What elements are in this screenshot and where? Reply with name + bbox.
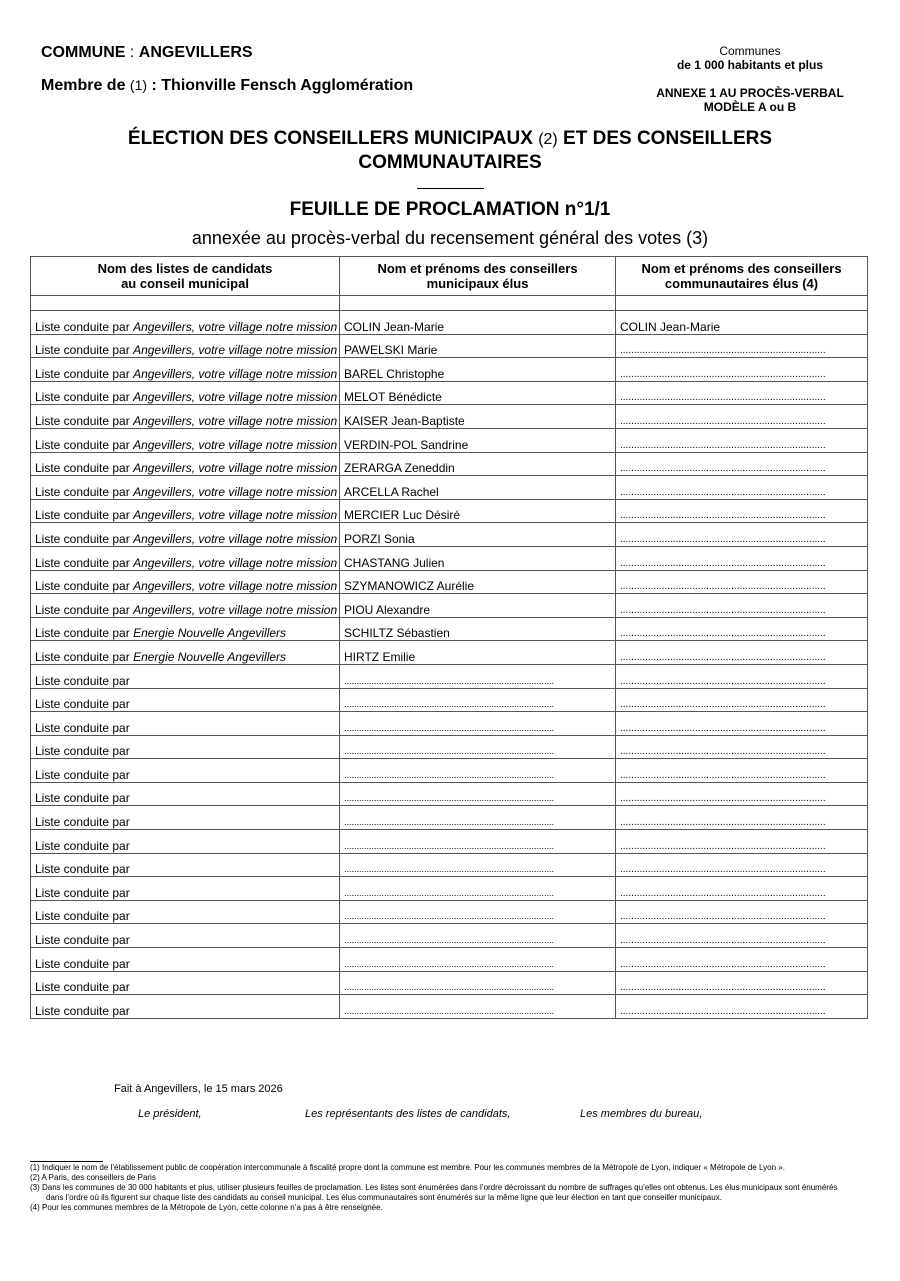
commune-name: ANGEVILLERS xyxy=(138,44,253,61)
table-row xyxy=(31,712,868,736)
communautaire-dots: .......................................................................... xyxy=(620,345,826,357)
footnote-2: (2) A Paris, des conseillers de Paris xyxy=(30,1173,156,1182)
cell-communautaire xyxy=(616,995,868,1019)
annexee-subtitle: annexée au procès-verbal du recensement général des votes (3) xyxy=(191,228,709,248)
liste-name: Angevillers, votre village notre mission xyxy=(133,366,338,381)
municipal-dots: .................................................................................... xyxy=(344,722,555,733)
header-listes xyxy=(31,257,340,296)
municipal-name: VERDIN-POL Sandrine xyxy=(344,437,469,452)
cell-liste xyxy=(31,546,340,570)
table-row xyxy=(31,570,868,594)
header-municipaux xyxy=(340,257,616,296)
cell-communautaire xyxy=(616,877,868,901)
header-communautaires-line1: Nom et prénoms des conseillers xyxy=(641,261,842,276)
communautaire-dots: .......................................................................... xyxy=(620,769,826,781)
table-row xyxy=(31,735,868,759)
table-row xyxy=(31,664,868,688)
municipal-dots: .................................................................................... xyxy=(344,769,555,780)
cell-liste xyxy=(31,735,340,759)
membre-ref: (1) xyxy=(129,77,148,93)
cell-communautaire xyxy=(616,948,868,972)
municipal-name: PORZI Sonia xyxy=(344,531,415,546)
cell-municipal xyxy=(340,900,616,924)
cell-liste xyxy=(31,334,340,358)
liste-name: Angevillers, votre village notre mission xyxy=(133,484,338,499)
table-header-row xyxy=(31,257,868,296)
communautaire-dots: .......................................................................... xyxy=(620,392,826,404)
cell-municipal xyxy=(340,334,616,358)
table-row xyxy=(31,476,868,500)
cell-municipal xyxy=(340,853,616,877)
cell-municipal xyxy=(340,924,616,948)
spacer-cell xyxy=(616,296,868,311)
table-row xyxy=(31,546,868,570)
cell-communautaire xyxy=(616,688,868,712)
municipal-dots: .................................................................................... xyxy=(344,887,555,898)
cell-communautaire xyxy=(616,570,868,594)
liste-prefix: Liste conduite par xyxy=(35,791,130,806)
table-row xyxy=(31,971,868,995)
liste-name: Angevillers, votre village notre mission xyxy=(133,602,338,617)
cell-municipal xyxy=(340,405,616,429)
cell-municipal xyxy=(340,452,616,476)
commune-label: COMMUNE xyxy=(41,44,126,61)
cell-municipal xyxy=(340,428,616,452)
membre-separator: : xyxy=(147,77,162,94)
cell-municipal xyxy=(340,570,616,594)
communautaire-dots: .......................................................................... xyxy=(620,746,826,758)
cell-municipal xyxy=(340,877,616,901)
communautaire-dots: .......................................................................... xyxy=(620,793,826,805)
cell-municipal xyxy=(340,523,616,547)
cell-municipal xyxy=(340,759,616,783)
municipal-dots: .................................................................................... xyxy=(344,935,555,946)
cell-communautaire xyxy=(616,971,868,995)
footnote-4: (4) Pour les communes membres de la Métropole de Lyon, cette colonne n’a pas à être renseignée. xyxy=(30,1203,383,1212)
cell-liste xyxy=(31,641,340,665)
table-row xyxy=(31,688,868,712)
municipal-dots: .................................................................................... xyxy=(344,958,555,969)
communautaire-dots: .......................................................................... xyxy=(620,628,826,640)
cell-liste xyxy=(31,476,340,500)
table-row xyxy=(31,995,868,1019)
cell-liste xyxy=(31,853,340,877)
liste-prefix: Liste conduite par xyxy=(35,531,134,546)
cell-communautaire xyxy=(616,830,868,854)
fait-a: Fait à Angevillers, le 15 mars 2026 xyxy=(114,1083,283,1095)
cell-communautaire xyxy=(616,428,868,452)
communautaire-dots: .......................................................................... xyxy=(620,722,826,734)
table-row xyxy=(31,358,868,382)
page-title xyxy=(80,127,820,174)
table-body xyxy=(31,296,868,1019)
table-row xyxy=(31,334,868,358)
cell-communautaire xyxy=(616,735,868,759)
liste-prefix: Liste conduite par xyxy=(35,366,134,381)
liste-prefix: Liste conduite par xyxy=(35,1003,130,1018)
cell-municipal xyxy=(340,806,616,830)
liste-name: Energie Nouvelle Angevillers xyxy=(133,649,287,664)
cell-municipal xyxy=(340,688,616,712)
cell-liste xyxy=(31,523,340,547)
liste-prefix: Liste conduite par xyxy=(35,508,134,523)
liste-prefix: Liste conduite par xyxy=(35,390,134,405)
table-row xyxy=(31,900,868,924)
table-row xyxy=(31,617,868,641)
cell-liste xyxy=(31,759,340,783)
municipal-dots: .................................................................................... xyxy=(344,675,555,686)
header-municipaux-line2: municipaux élus xyxy=(426,276,529,291)
municipal-name: MELOT Bénédicte xyxy=(344,390,442,405)
cell-liste xyxy=(31,428,340,452)
cell-municipal xyxy=(340,381,616,405)
communautaire-dots: .......................................................................... xyxy=(620,604,826,616)
municipal-dots: .................................................................................... xyxy=(344,840,555,851)
municipal-dots: .................................................................................... xyxy=(344,911,555,922)
cell-liste xyxy=(31,995,340,1019)
cell-liste xyxy=(31,712,340,736)
membre-name: Thionville Fensch Agglomération xyxy=(161,77,414,94)
cell-communautaire xyxy=(616,405,868,429)
signature-representants: Les représentants des listes de candidats, xyxy=(305,1108,511,1120)
cell-municipal xyxy=(340,641,616,665)
table-row xyxy=(31,594,868,618)
municipal-name: MERCIER Luc Désiré xyxy=(344,508,461,523)
cell-liste xyxy=(31,617,340,641)
cell-municipal xyxy=(340,664,616,688)
liste-prefix: Liste conduite par xyxy=(35,626,134,641)
table-row xyxy=(31,428,868,452)
header-listes-line1: Nom des listes de candidats xyxy=(97,261,273,276)
annexe-line1: ANNEXE 1 AU PROCÈS-VERBAL xyxy=(656,86,844,100)
cell-liste xyxy=(31,877,340,901)
title-line2: COMMUNAUTAIRES xyxy=(358,152,542,173)
cell-liste xyxy=(31,452,340,476)
municipal-name: COLIN Jean-Marie xyxy=(344,319,445,334)
cell-communautaire xyxy=(616,476,868,500)
liste-prefix: Liste conduite par xyxy=(35,815,130,830)
table-row xyxy=(31,499,868,523)
header-communautaires-line2: communautaires élus (4) xyxy=(664,276,819,291)
cell-municipal xyxy=(340,311,616,335)
liste-prefix: Liste conduite par xyxy=(35,744,130,759)
commune-separator: : xyxy=(125,44,139,61)
cell-municipal xyxy=(340,499,616,523)
liste-name: Angevillers, votre village notre mission xyxy=(133,461,338,476)
cell-communautaire xyxy=(616,311,868,335)
annexe-note xyxy=(620,86,880,114)
liste-prefix: Liste conduite par xyxy=(35,885,130,900)
liste-prefix: Liste conduite par xyxy=(35,555,134,570)
liste-prefix: Liste conduite par xyxy=(35,649,134,664)
cell-liste xyxy=(31,971,340,995)
municipal-name: ZERARGA Zeneddin xyxy=(344,461,455,476)
cell-communautaire xyxy=(616,641,868,665)
header-municipaux-line1: Nom et prénoms des conseillers xyxy=(377,261,578,276)
cell-liste xyxy=(31,594,340,618)
municipal-name: HIRTZ Emilie xyxy=(344,649,416,664)
liste-prefix: Liste conduite par xyxy=(35,838,130,853)
table-row xyxy=(31,641,868,665)
liste-prefix: Liste conduite par xyxy=(35,319,134,334)
cell-liste xyxy=(31,806,340,830)
table-row xyxy=(31,405,868,429)
liste-prefix: Liste conduite par xyxy=(35,602,134,617)
communautaire-dots: .......................................................................... xyxy=(620,935,826,947)
table-row xyxy=(31,853,868,877)
cell-municipal xyxy=(340,830,616,854)
liste-name: Energie Nouvelle Angevillers xyxy=(133,626,287,641)
communautaire-dots: .......................................................................... xyxy=(620,581,826,593)
cell-communautaire xyxy=(616,523,868,547)
cell-communautaire xyxy=(616,806,868,830)
liste-prefix: Liste conduite par xyxy=(35,909,130,924)
table-row xyxy=(31,924,868,948)
cell-municipal xyxy=(340,617,616,641)
cell-municipal xyxy=(340,971,616,995)
cell-communautaire xyxy=(616,853,868,877)
title-divider xyxy=(417,188,484,189)
communautaire-dots: .......................................................................... xyxy=(620,368,826,380)
table-row xyxy=(31,806,868,830)
cell-liste xyxy=(31,570,340,594)
cell-communautaire xyxy=(616,782,868,806)
cell-municipal xyxy=(340,995,616,1019)
cell-municipal xyxy=(340,594,616,618)
title-ref: (2) xyxy=(538,131,558,148)
footnote-divider xyxy=(30,1161,103,1162)
liste-prefix: Liste conduite par xyxy=(35,673,130,688)
commune-line xyxy=(41,44,253,62)
communautaire-dots: .......................................................................... xyxy=(620,486,826,498)
table-row xyxy=(31,948,868,972)
liste-prefix: Liste conduite par xyxy=(35,413,134,428)
cell-communautaire xyxy=(616,452,868,476)
municipal-name: CHASTANG Julien xyxy=(344,555,445,570)
table-row xyxy=(31,830,868,854)
cell-liste xyxy=(31,948,340,972)
cell-liste xyxy=(31,358,340,382)
cell-municipal xyxy=(340,735,616,759)
annexe-line2: MODÈLE A ou B xyxy=(703,100,797,114)
footnote-1: (1) Indiquer le nom de l’établissement public de coopération intercommunale à fiscalité propre dont la commune est membre. Pour les communes membres de la Métropole de Lyon, indiquer « Métropole de Lyon ». xyxy=(30,1163,785,1172)
liste-prefix: Liste conduite par xyxy=(35,461,134,476)
table-row xyxy=(31,877,868,901)
municipal-dots: .................................................................................... xyxy=(344,982,555,993)
table-row xyxy=(31,759,868,783)
header-communautaires xyxy=(616,257,868,296)
liste-prefix: Liste conduite par xyxy=(35,720,130,735)
cell-liste xyxy=(31,782,340,806)
municipal-dots: .................................................................................... xyxy=(344,746,555,757)
cell-communautaire xyxy=(616,759,868,783)
liste-prefix: Liste conduite par xyxy=(35,484,134,499)
communautaire-dots: .......................................................................... xyxy=(620,699,826,711)
communes-note-line2: de 1 000 habitants et plus xyxy=(676,58,824,72)
liste-name: Angevillers, votre village notre mission xyxy=(133,413,338,428)
cell-communautaire xyxy=(616,594,868,618)
cell-municipal xyxy=(340,476,616,500)
cell-communautaire xyxy=(616,712,868,736)
municipal-name: PIOU Alexandre xyxy=(344,602,431,617)
liste-prefix: Liste conduite par xyxy=(35,767,130,782)
cell-communautaire xyxy=(616,617,868,641)
communautaire-dots: .......................................................................... xyxy=(620,510,826,522)
liste-name: Angevillers, votre village notre mission xyxy=(133,555,338,570)
liste-prefix: Liste conduite par xyxy=(35,343,134,358)
cell-liste xyxy=(31,900,340,924)
cell-communautaire xyxy=(616,358,868,382)
liste-name: Angevillers, votre village notre mission xyxy=(133,437,338,452)
spacer-cell xyxy=(340,296,616,311)
communautaire-dots: .......................................................................... xyxy=(620,817,826,829)
liste-prefix: Liste conduite par xyxy=(35,980,130,995)
communautaire-dots: .......................................................................... xyxy=(620,864,826,876)
communautaire-dots: .......................................................................... xyxy=(620,1005,826,1017)
spacer-cell xyxy=(31,296,340,311)
cell-municipal xyxy=(340,782,616,806)
municipal-name: SZYMANOWICZ Aurélie xyxy=(344,579,475,594)
cell-liste xyxy=(31,405,340,429)
communautaire-dots: .......................................................................... xyxy=(620,463,826,475)
cell-liste xyxy=(31,499,340,523)
liste-prefix: Liste conduite par xyxy=(35,579,134,594)
cell-communautaire xyxy=(616,381,868,405)
signature-membres: Les membres du bureau, xyxy=(580,1108,703,1120)
cell-communautaire xyxy=(616,924,868,948)
communautaire-dots: .......................................................................... xyxy=(620,415,826,427)
cell-liste xyxy=(31,664,340,688)
communautaire-dots: .......................................................................... xyxy=(620,557,826,569)
liste-prefix: Liste conduite par xyxy=(35,437,134,452)
cell-liste xyxy=(31,830,340,854)
liste-name: Angevillers, votre village notre mission xyxy=(133,390,338,405)
cell-municipal xyxy=(340,712,616,736)
communautaire-dots: .......................................................................... xyxy=(620,958,826,970)
cell-liste xyxy=(31,924,340,948)
communautaire-dots: .......................................................................... xyxy=(620,982,826,994)
title-part2: ET DES CONSEILLERS xyxy=(557,128,773,149)
footnotes xyxy=(30,1163,850,1213)
membre-line xyxy=(41,77,413,95)
municipal-dots: .................................................................................... xyxy=(344,864,555,875)
municipal-name: PAWELSKI Marie xyxy=(344,343,438,358)
cell-liste xyxy=(31,311,340,335)
feuille-title: FEUILLE DE PROCLAMATION n°1/1 xyxy=(289,199,611,220)
liste-name: Angevillers, votre village notre mission xyxy=(133,531,338,546)
municipal-name: KAISER Jean-Baptiste xyxy=(344,413,465,428)
table-row xyxy=(31,311,868,335)
liste-prefix: Liste conduite par xyxy=(35,697,130,712)
communautaire-dots: .......................................................................... xyxy=(620,675,826,687)
cell-communautaire xyxy=(616,334,868,358)
table-spacer-row xyxy=(31,296,868,311)
liste-name: Angevillers, votre village notre mission xyxy=(133,579,338,594)
communes-note-line1: Communes xyxy=(719,44,781,58)
liste-name: Angevillers, votre village notre mission xyxy=(133,508,338,523)
header-listes-line2: au conseil municipal xyxy=(121,276,249,291)
title-part1: ÉLECTION DES CONSEILLERS MUNICIPAUX xyxy=(127,128,539,149)
municipal-name: ARCELLA Rachel xyxy=(344,484,439,499)
proclamation-table xyxy=(30,256,868,1019)
liste-name: Angevillers, votre village notre mission xyxy=(133,343,338,358)
table-row xyxy=(31,381,868,405)
cell-liste xyxy=(31,688,340,712)
membre-label: Membre de xyxy=(41,77,130,94)
liste-prefix: Liste conduite par xyxy=(35,956,130,971)
cell-communautaire xyxy=(616,499,868,523)
cell-communautaire xyxy=(616,664,868,688)
municipal-dots: .................................................................................... xyxy=(344,793,555,804)
signature-president: Le président, xyxy=(138,1108,202,1120)
liste-name: Angevillers, votre village notre mission xyxy=(133,319,338,334)
municipal-dots: .................................................................................... xyxy=(344,1005,555,1016)
liste-prefix: Liste conduite par xyxy=(35,862,130,877)
communautaire-dots: .......................................................................... xyxy=(620,840,826,852)
municipal-name: SCHILTZ Sébastien xyxy=(344,626,450,641)
municipal-name: BAREL Christophe xyxy=(344,366,445,381)
municipal-dots: .................................................................................... xyxy=(344,699,555,710)
cell-communautaire xyxy=(616,900,868,924)
liste-prefix: Liste conduite par xyxy=(35,933,130,948)
communautaire-dots: .......................................................................... xyxy=(620,439,826,451)
table-row xyxy=(31,452,868,476)
municipal-dots: .................................................................................... xyxy=(344,817,555,828)
cell-municipal xyxy=(340,948,616,972)
communes-note xyxy=(620,44,880,72)
cell-liste xyxy=(31,381,340,405)
communautaire-name: COLIN Jean-Marie xyxy=(620,319,721,334)
communautaire-dots: .......................................................................... xyxy=(620,533,826,545)
cell-communautaire xyxy=(616,546,868,570)
footnote-3: (3) Dans les communes de 30 000 habitants et plus, utiliser plusieurs feuilles de proclamation. Les listes sont énumérées dans l’ordre décroissant du nombre de suffrages qu’elles ont obtenus. Les élus municipaux sont énumérés dans l’ordre où ils figurent sur chaque liste des candidats au conseil municipal. Les élus communautaires sont énumérés sur la même ligne que leur élection en tant que conseiller municipaux. xyxy=(30,1183,838,1202)
communautaire-dots: .......................................................................... xyxy=(620,651,826,663)
table-row xyxy=(31,523,868,547)
cell-municipal xyxy=(340,546,616,570)
communautaire-dots: .......................................................................... xyxy=(620,911,826,923)
communautaire-dots: .......................................................................... xyxy=(620,887,826,899)
cell-municipal xyxy=(340,358,616,382)
table-row xyxy=(31,782,868,806)
